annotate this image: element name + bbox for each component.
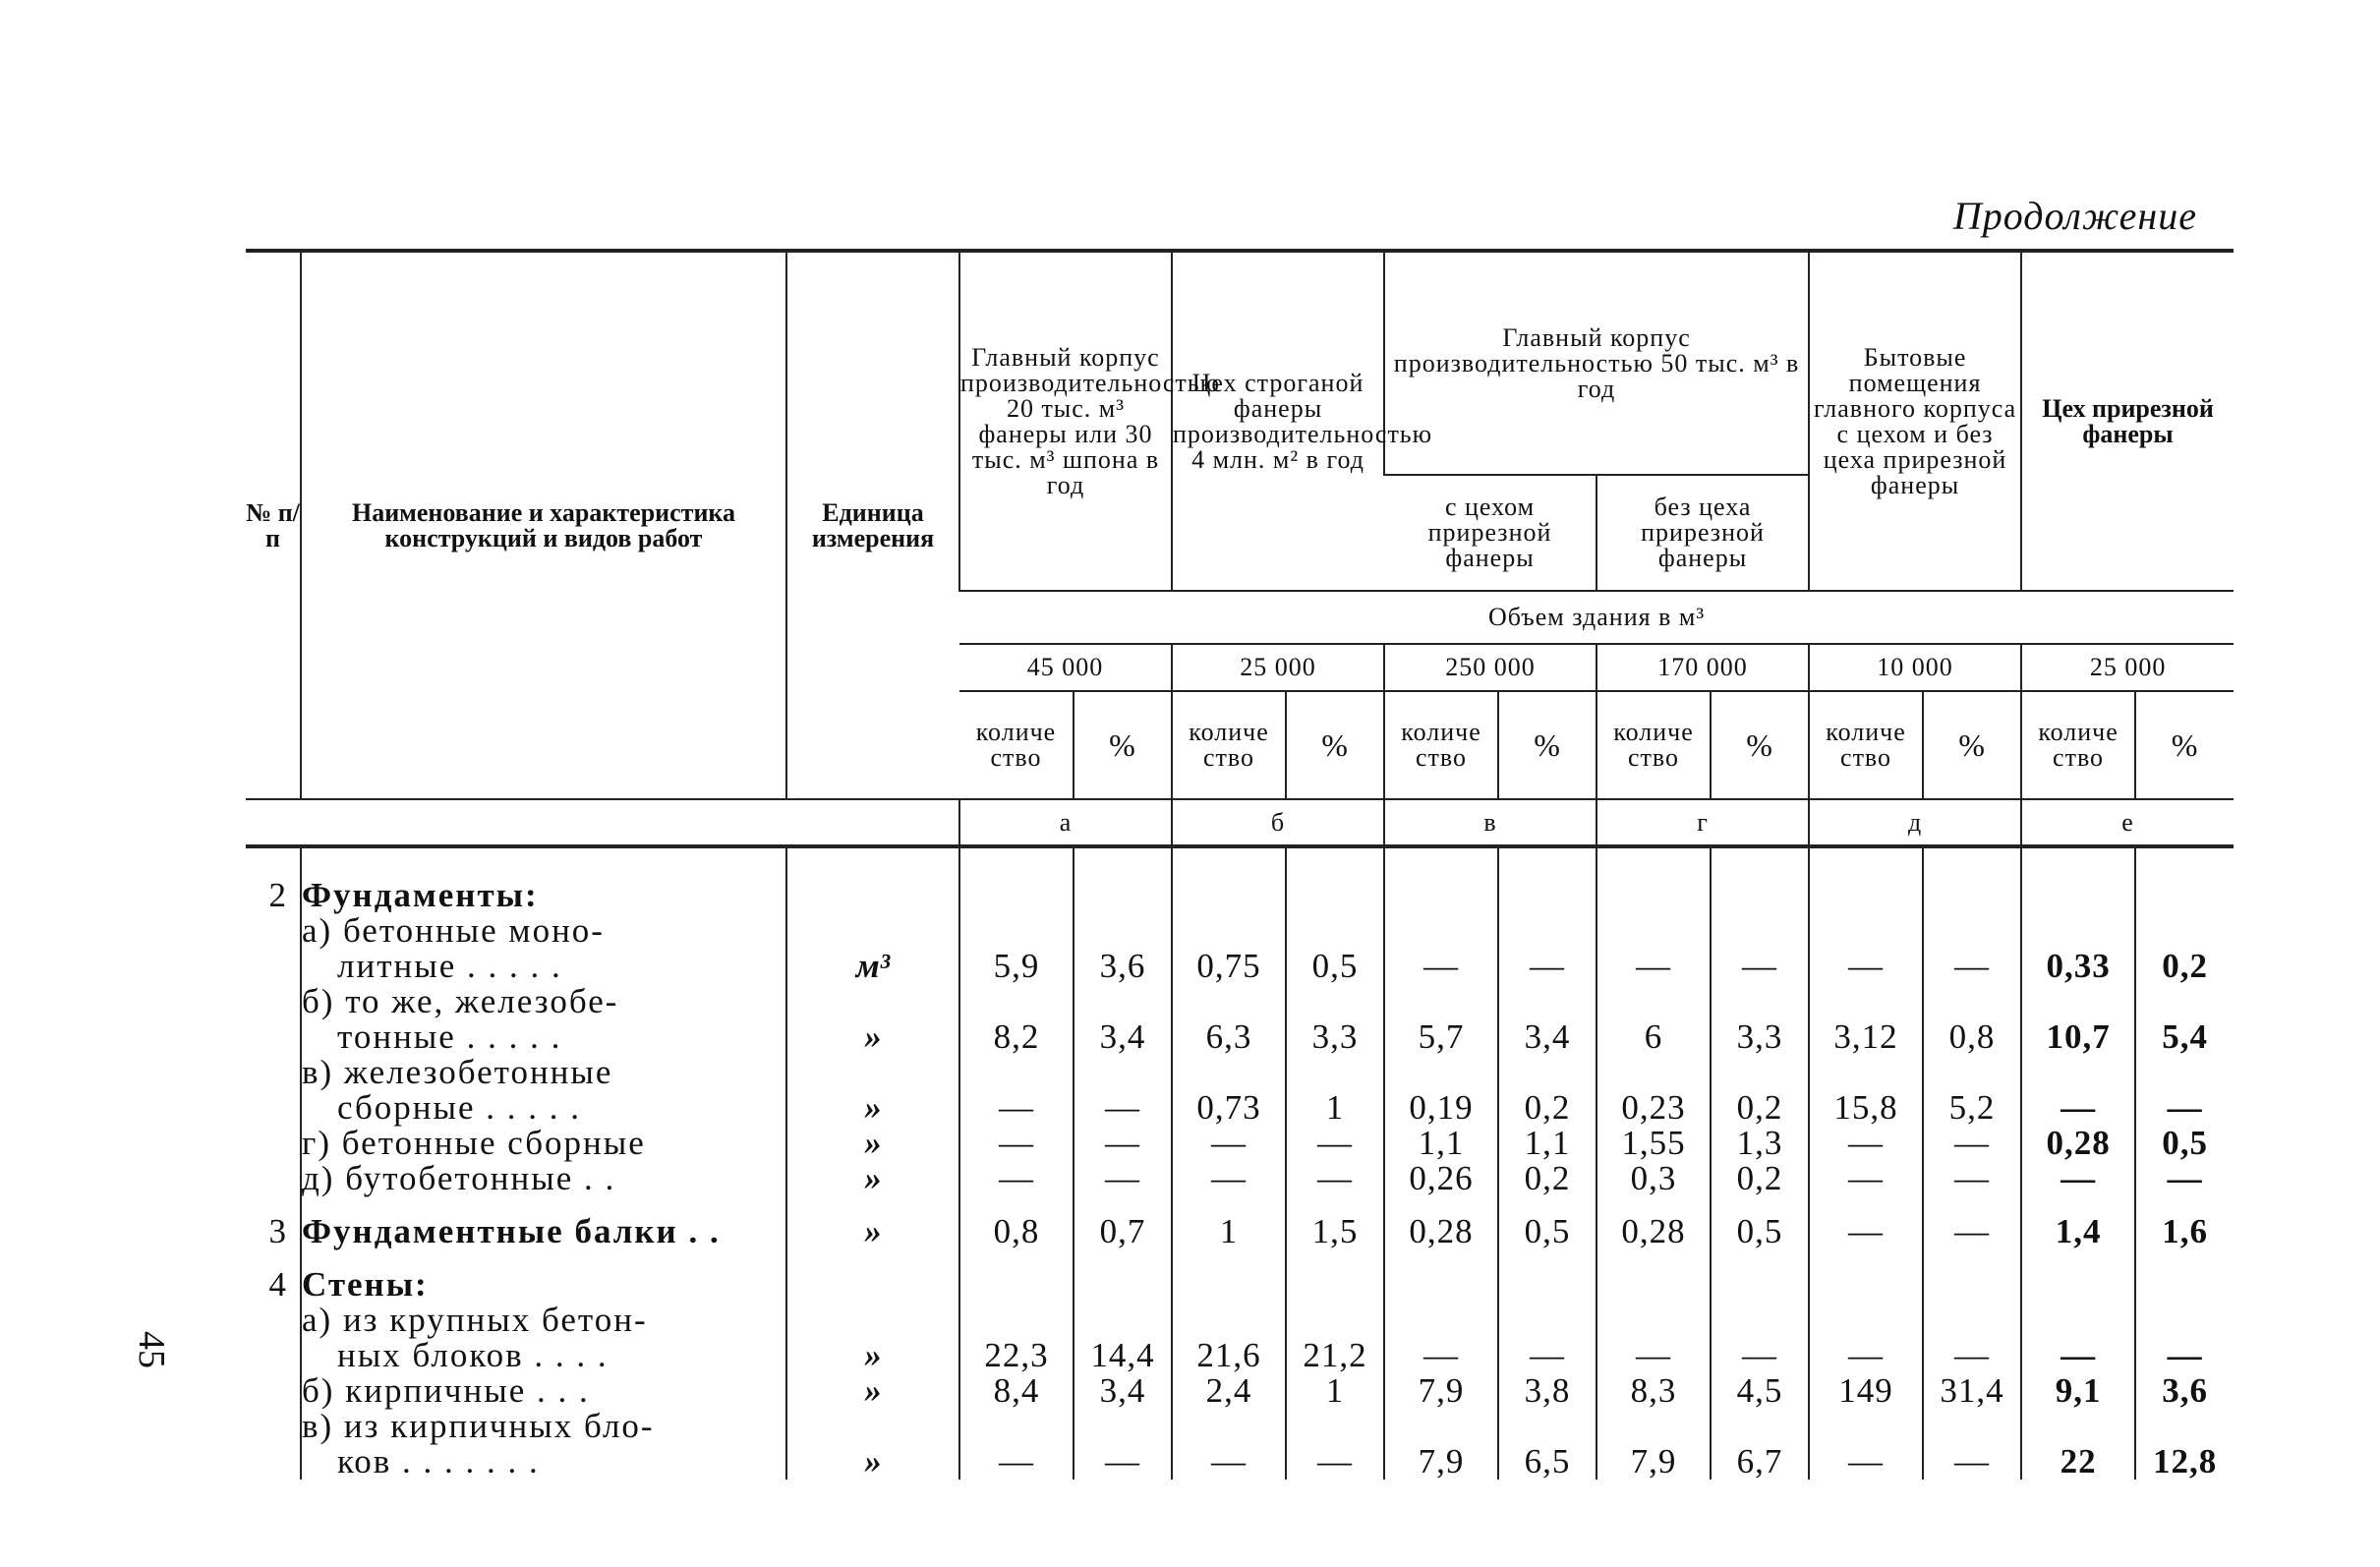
table-row xyxy=(246,984,2234,1055)
qty-cell: 9,1 xyxy=(2021,1373,2135,1409)
qty-cell: 6,3 xyxy=(1172,984,1286,1055)
qty-cell: 7,9 xyxy=(1384,1409,1498,1480)
qty-cell xyxy=(1172,846,1286,913)
pct-cell: 3,4 xyxy=(1074,984,1172,1055)
pct-cell: 1,3 xyxy=(1711,1126,1809,1161)
pct-cell: 31,4 xyxy=(1923,1373,2021,1409)
construction-volume-table xyxy=(246,249,2234,1480)
pct-cell xyxy=(1923,1249,2021,1303)
row-label-line: в) железобетонные xyxy=(302,1053,613,1091)
row-label-line: а) из крупных бетон- xyxy=(302,1301,648,1339)
pct-header-d: % xyxy=(1923,691,2021,799)
qty-cell: — xyxy=(1809,1196,1923,1249)
qty-cell: — xyxy=(1596,1303,1711,1373)
qty-cell: — xyxy=(1596,913,1711,984)
qty-cell: 1,55 xyxy=(1596,1126,1711,1161)
letter-header-e: е xyxy=(2021,799,2234,846)
pct-header-b: % xyxy=(1286,691,1384,799)
row-label-line: ных блоков . . . . xyxy=(337,1336,609,1374)
pct-cell: 6,5 xyxy=(1498,1409,1596,1480)
row-label xyxy=(301,1373,786,1409)
pct-cell: — xyxy=(1923,913,2021,984)
qty-cell: — xyxy=(2021,1303,2135,1373)
pct-cell: 1,6 xyxy=(2135,1196,2234,1249)
qty-cell xyxy=(1384,1249,1498,1303)
qty-cell xyxy=(1809,846,1923,913)
row-label-line: а) бетонные моно- xyxy=(302,911,605,950)
pct-cell xyxy=(1074,1249,1172,1303)
pct-cell xyxy=(1923,846,2021,913)
table-body xyxy=(246,846,2234,1480)
row-label-line: литные . . . . . xyxy=(337,947,562,985)
qty-cell xyxy=(959,1249,1074,1303)
qty-header-e: количество xyxy=(2021,691,2135,799)
volume-e: 25 000 xyxy=(2021,644,2234,691)
row-label-line: б) кирпичные . . . xyxy=(302,1371,590,1410)
pct-cell: — xyxy=(1923,1126,2021,1161)
row-number xyxy=(246,913,301,984)
pct-cell xyxy=(1711,846,1809,913)
qty-cell xyxy=(1596,1249,1711,1303)
qty-cell: 1,4 xyxy=(2021,1196,2135,1249)
row-label-line: тонные . . . . . xyxy=(337,1017,562,1056)
letter-header-d: д xyxy=(1809,799,2021,846)
row-label xyxy=(301,984,786,1055)
row-unit xyxy=(786,846,959,913)
pct-cell: 1,5 xyxy=(1286,1196,1384,1249)
qty-cell: — xyxy=(1809,1161,1923,1196)
row-label xyxy=(301,1161,786,1196)
pct-cell: 21,2 xyxy=(1286,1303,1384,1373)
qty-cell: — xyxy=(2021,1161,2135,1196)
qty-header-g: количество xyxy=(1596,691,1711,799)
qty-cell: 0,19 xyxy=(1384,1055,1498,1126)
pct-cell xyxy=(1498,1249,1596,1303)
qty-cell: — xyxy=(1809,913,1923,984)
row-label xyxy=(301,846,786,913)
qty-cell: 5,9 xyxy=(959,913,1074,984)
pct-cell: — xyxy=(1074,1126,1172,1161)
row-label xyxy=(301,1196,786,1249)
pct-cell: 3,3 xyxy=(1286,984,1384,1055)
col-a-header: Главный корпус производительностью 20 тыс. м³ фанеры или 30 тыс. м³ шпона в год xyxy=(959,251,1172,591)
qty-cell xyxy=(1596,846,1711,913)
letter-header-v: в xyxy=(1384,799,1596,846)
row-label-line: д) бутобетонные . . xyxy=(302,1159,616,1197)
row-unit: м³ xyxy=(786,913,959,984)
qty-cell: — xyxy=(959,1161,1074,1196)
row-unit: » xyxy=(786,984,959,1055)
pct-cell: — xyxy=(1074,1409,1172,1480)
pct-cell: 0,5 xyxy=(2135,1126,2234,1161)
qty-cell: — xyxy=(2021,1055,2135,1126)
qty-cell: 1,1 xyxy=(1384,1126,1498,1161)
row-label-line: ков . . . . . . . xyxy=(337,1442,540,1480)
qty-cell xyxy=(1172,1249,1286,1303)
pct-cell: 0,2 xyxy=(2135,913,2234,984)
row-number xyxy=(246,984,301,1055)
qty-cell: 8,2 xyxy=(959,984,1074,1055)
pct-cell xyxy=(2135,1249,2234,1303)
row-unit: » xyxy=(786,1409,959,1480)
row-label-line: сборные . . . . . xyxy=(337,1088,582,1127)
qty-cell: 22,3 xyxy=(959,1303,1074,1373)
pct-cell: 3,8 xyxy=(1498,1373,1596,1409)
page-number: 45 xyxy=(131,1331,172,1368)
pct-cell: 0,5 xyxy=(1498,1196,1596,1249)
qty-cell: 1 xyxy=(1172,1196,1286,1249)
qty-cell: 0,33 xyxy=(2021,913,2135,984)
letter-header-a: а xyxy=(959,799,1172,846)
row-number xyxy=(246,1161,301,1196)
volume-g: 170 000 xyxy=(1596,644,1809,691)
qty-cell: 15,8 xyxy=(1809,1055,1923,1126)
pct-cell: — xyxy=(1923,1409,2021,1480)
pct-cell: 6,7 xyxy=(1711,1409,1809,1480)
pct-cell: 5,4 xyxy=(2135,984,2234,1055)
qty-cell: 2,4 xyxy=(1172,1373,1286,1409)
qty-cell: 0,28 xyxy=(1384,1196,1498,1249)
pct-cell: 0,2 xyxy=(1498,1055,1596,1126)
qty-cell: — xyxy=(959,1409,1074,1480)
pct-cell xyxy=(1711,1249,1809,1303)
col-d-header: Бытовые помещения главного корпуса с цехом и без цеха прирезной фанеры xyxy=(1809,251,2021,591)
pct-cell: — xyxy=(2135,1161,2234,1196)
pct-cell: 5,2 xyxy=(1923,1055,2021,1126)
table-row xyxy=(246,1303,2234,1373)
qty-cell: — xyxy=(1172,1161,1286,1196)
qty-cell: 149 xyxy=(1809,1373,1923,1409)
pct-cell: — xyxy=(1711,913,1809,984)
col-g-header: без цеха прирезной фанеры xyxy=(1596,475,1809,591)
continuation-label: Продолжение xyxy=(1952,194,2197,238)
pct-cell: 3,6 xyxy=(1074,913,1172,984)
volume-b: 25 000 xyxy=(1172,644,1384,691)
qty-cell: — xyxy=(1384,913,1498,984)
qty-header-b: количество xyxy=(1172,691,1286,799)
table-row xyxy=(246,846,2234,913)
row-unit: » xyxy=(786,1373,959,1409)
qty-cell: 0,3 xyxy=(1596,1161,1711,1196)
volume-a: 45 000 xyxy=(959,644,1172,691)
qty-cell xyxy=(1384,846,1498,913)
qty-cell: — xyxy=(1384,1303,1498,1373)
table-row xyxy=(246,1055,2234,1126)
row-label xyxy=(301,1249,786,1303)
volume-header: Объем здания в м³ xyxy=(959,591,2234,644)
row-unit: » xyxy=(786,1126,959,1161)
qty-cell: — xyxy=(1809,1409,1923,1480)
row-unit xyxy=(786,1249,959,1303)
pct-cell: — xyxy=(1711,1303,1809,1373)
qty-cell: — xyxy=(959,1126,1074,1161)
pct-cell: 3,4 xyxy=(1074,1373,1172,1409)
qty-cell: 7,9 xyxy=(1384,1373,1498,1409)
row-label-line: Фундаменты: xyxy=(302,876,539,914)
row-label-line: б) то же, железобе- xyxy=(302,982,619,1020)
pct-cell: 0,5 xyxy=(1711,1196,1809,1249)
qty-cell: 5,7 xyxy=(1384,984,1498,1055)
row-number: 2 xyxy=(268,876,286,914)
row-number xyxy=(246,1303,301,1373)
letter-header-g: г xyxy=(1596,799,1809,846)
pct-cell: 0,2 xyxy=(1498,1161,1596,1196)
qty-cell: — xyxy=(1172,1126,1286,1161)
qty-cell: 10,7 xyxy=(2021,984,2135,1055)
pct-header-e: % xyxy=(2135,691,2234,799)
pct-cell: 0,2 xyxy=(1711,1055,1809,1126)
qty-header-a: количество xyxy=(959,691,1074,799)
qty-cell xyxy=(959,846,1074,913)
pct-cell xyxy=(1074,846,1172,913)
pct-cell: 4,5 xyxy=(1711,1373,1809,1409)
table-row xyxy=(246,1196,2234,1249)
row-number xyxy=(246,1126,301,1161)
col-num-header: № п/п xyxy=(246,251,301,799)
pct-cell: — xyxy=(1286,1126,1384,1161)
pct-cell: — xyxy=(2135,1055,2234,1126)
pct-cell: 3,6 xyxy=(2135,1373,2234,1409)
qty-cell: 0,26 xyxy=(1384,1161,1498,1196)
volume-d: 10 000 xyxy=(1809,644,2021,691)
col-v-header: с цехом прирезной фанеры xyxy=(1384,475,1596,591)
qty-cell: — xyxy=(1809,1126,1923,1161)
pct-cell: — xyxy=(1074,1055,1172,1126)
qty-cell: 8,3 xyxy=(1596,1373,1711,1409)
qty-cell: 6 xyxy=(1596,984,1711,1055)
row-label xyxy=(301,913,786,984)
col-e-header: Цех прирезной фанеры xyxy=(2021,251,2234,591)
qty-cell: 3,12 xyxy=(1809,984,1923,1055)
pct-cell: 1 xyxy=(1286,1055,1384,1126)
qty-cell: 0,23 xyxy=(1596,1055,1711,1126)
pct-cell: 14,4 xyxy=(1074,1303,1172,1373)
pct-cell: — xyxy=(1498,913,1596,984)
pct-cell: 1,1 xyxy=(1498,1126,1596,1161)
pct-cell: — xyxy=(1923,1161,2021,1196)
row-unit: » xyxy=(786,1055,959,1126)
row-label-line: Фундаментные балки . . xyxy=(302,1212,721,1250)
row-unit: » xyxy=(786,1161,959,1196)
qty-cell xyxy=(2021,846,2135,913)
qty-cell: 0,75 xyxy=(1172,913,1286,984)
pct-cell xyxy=(1498,846,1596,913)
row-number xyxy=(246,1409,301,1480)
col-name-header: Наименование и характеристика конструкций и видов работ xyxy=(301,251,786,799)
table-row xyxy=(246,913,2234,984)
pct-cell: 0,7 xyxy=(1074,1196,1172,1249)
pct-cell: — xyxy=(1286,1161,1384,1196)
pct-cell xyxy=(2135,846,2234,913)
row-label-line: Стены: xyxy=(302,1265,429,1304)
col-b-header: Цех строганой фанеры производительностью 4 млн. м² в год xyxy=(1172,251,1384,591)
pct-cell: — xyxy=(1923,1196,2021,1249)
table-row xyxy=(246,1249,2234,1303)
pct-cell: — xyxy=(2135,1303,2234,1373)
qty-cell: 21,6 xyxy=(1172,1303,1286,1373)
pct-cell: 0,5 xyxy=(1286,913,1384,984)
row-label xyxy=(301,1126,786,1161)
pct-header-a: % xyxy=(1074,691,1172,799)
row-label xyxy=(301,1055,786,1126)
table-row xyxy=(246,1126,2234,1161)
row-number: 3 xyxy=(268,1212,286,1250)
row-number xyxy=(246,1055,301,1126)
pct-cell: — xyxy=(1074,1161,1172,1196)
pct-cell: 3,4 xyxy=(1498,984,1596,1055)
qty-cell: — xyxy=(1809,1303,1923,1373)
table-row xyxy=(246,1409,2234,1480)
qty-cell: — xyxy=(959,1055,1074,1126)
pct-cell: 0,8 xyxy=(1923,984,2021,1055)
row-label-line: г) бетонные сборные xyxy=(302,1124,646,1162)
pct-cell: — xyxy=(1498,1303,1596,1373)
pct-header-v: % xyxy=(1498,691,1596,799)
pct-cell: 0,2 xyxy=(1711,1161,1809,1196)
col-unit-header: Единица измерения xyxy=(786,251,959,799)
table-header xyxy=(246,251,2234,846)
qty-cell: 0,28 xyxy=(2021,1126,2135,1161)
volume-v: 250 000 xyxy=(1384,644,1596,691)
col-vg-header: Главный корпус производительностью 50 тыс. м³ в год xyxy=(1384,251,1809,475)
qty-cell: 8,4 xyxy=(959,1373,1074,1409)
qty-cell: 0,8 xyxy=(959,1196,1074,1249)
pct-cell: 1 xyxy=(1286,1373,1384,1409)
row-unit: » xyxy=(786,1196,959,1249)
row-label xyxy=(301,1303,786,1373)
qty-header-v: количество xyxy=(1384,691,1498,799)
table-row xyxy=(246,1161,2234,1196)
qty-header-d: количество xyxy=(1809,691,1923,799)
qty-cell: 0,28 xyxy=(1596,1196,1711,1249)
qty-cell: 0,73 xyxy=(1172,1055,1286,1126)
pct-header-g: % xyxy=(1711,691,1809,799)
qty-cell: 7,9 xyxy=(1596,1409,1711,1480)
table-row xyxy=(246,1373,2234,1409)
letter-row-blank xyxy=(246,799,959,846)
pct-cell xyxy=(1286,846,1384,913)
row-number: 4 xyxy=(268,1265,286,1304)
row-number xyxy=(246,1373,301,1409)
qty-cell: — xyxy=(1172,1409,1286,1480)
row-label xyxy=(301,1409,786,1480)
pct-cell: 3,3 xyxy=(1711,984,1809,1055)
row-unit: » xyxy=(786,1303,959,1373)
qty-cell xyxy=(2021,1249,2135,1303)
pct-cell: — xyxy=(1923,1303,2021,1373)
pct-cell: — xyxy=(1286,1409,1384,1480)
row-label-line: в) из кирпичных бло- xyxy=(302,1407,655,1445)
pct-cell xyxy=(1286,1249,1384,1303)
letter-header-b: б xyxy=(1172,799,1384,846)
qty-cell: 22 xyxy=(2021,1409,2135,1480)
pct-cell: 12,8 xyxy=(2135,1409,2234,1480)
qty-cell xyxy=(1809,1249,1923,1303)
